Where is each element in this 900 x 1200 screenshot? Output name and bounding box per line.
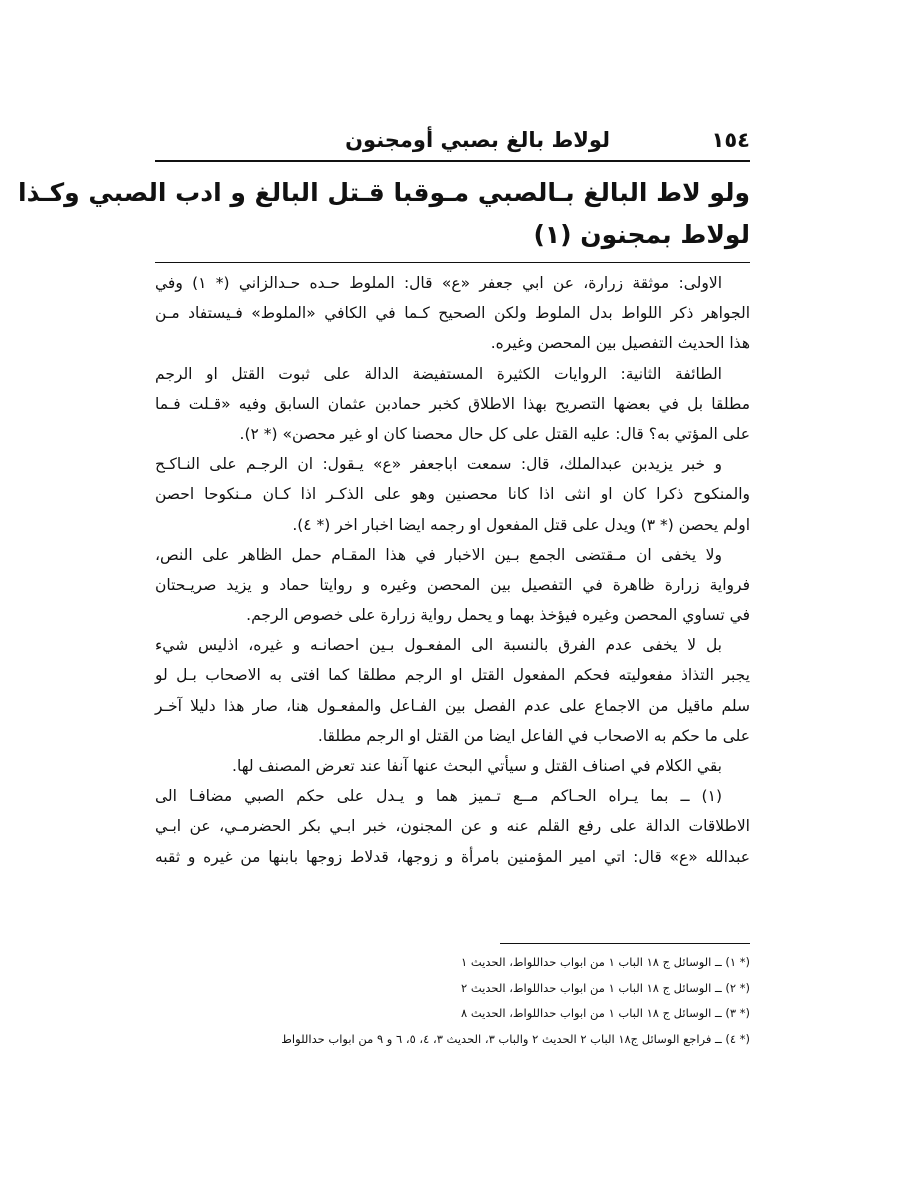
commentary-line: بقي الكلام في اصناف القتل و سيأتي البحث عنها آنفا عند تعرض المصنف لها.: [232, 757, 722, 775]
footnote: (* ٤) ــ فراجع الوسائل ج١٨ الباب ٢ الحديث ٢ والباب ٣، الحديث ٣، ٤، ٥، ٦ و ٩ من ابواب حداللواط: [281, 1031, 750, 1046]
commentary-line: والمنكوح ذكرا كان او انثى اذا كانا محصنين وهو على الذكـر اذا كـان مـنكوحا احصن: [155, 485, 750, 504]
commentary-line: و خبر يزيدبن عبدالملك، قال: سمعت اباجعفر «ع» يـقول: ان الرجـم على النـاكـح: [155, 455, 722, 474]
footnote-rule: [500, 943, 750, 944]
footnote: (* ١) ــ الوسائل ج ١٨ الباب ١ من ابواب حداللواط، الحديث ١: [461, 955, 750, 969]
commentary-line: يجبر التذاذ مفعوليته فحكم المفعول القتل او الرجم مطلقا كما افتى به الاصحاب بـل لو: [155, 666, 750, 685]
commentary-line: هذا الحديث التفصيل بين المحصن وغيره.: [490, 334, 750, 353]
footnotes: [155, 950, 750, 1052]
commentary-line: اولم يحصن (* ٣) ويدل على قتل المفعول او رجمه ايضا اخبار اخر (* ٤).: [292, 515, 750, 534]
main-text-line: لولاط بمجنون (١): [533, 220, 750, 249]
commentary-line: في تساوي المحصن وغيره فيؤخذ بهما و يحمل رواية زرارة على خصوص الرجم.: [246, 606, 750, 625]
footnote: (* ٢) ــ الوسائل ج ١٨ الباب ١ من ابواب حداللواط، الحديث ٢: [461, 980, 750, 995]
commentary-line: مطلقا بل في بعضها التصريح بهذا الاطلاق كخبر حمادبن عثمان السابق وفيه «قـلت فـما: [155, 394, 750, 413]
header-rule: [155, 160, 750, 162]
main-text-line: ولو لاط البالغ بـالصبي مـوقبا قـتل البالغ و ادب الصبي وكـذا: [18, 178, 750, 207]
running-header: [155, 126, 750, 160]
section-rule: [155, 262, 750, 263]
commentary-line: ولا يخفى ان مـقتضى الجمع بـين الاخبار في هذا المقـام حمل الظاهر على النص،: [155, 545, 722, 564]
main-text: [18, 172, 750, 256]
commentary-line: فرواية زرارة ظاهرة في التفصيل بين المحصن وغيره و روايتا حماد و يزيد صريـحتان: [155, 575, 750, 594]
header-title: لولاط بالغ بصبي أومجنون: [345, 128, 610, 152]
commentary-text: [155, 268, 750, 872]
commentary-line: على ما حكم به الاصحاب في الفاعل ايضا من القتل او الرجم مطلقا.: [317, 726, 750, 745]
commentary-line: بل لا يخفى عدم الفرق بالنسبة الى المفعـول بـين احصانـه و غيره، اذليس شيء: [155, 636, 722, 655]
commentary-line: على المؤتي به؟ قال: عليه القتل على كل حال محصنا كان او غير محصن» (* ٢).: [239, 424, 750, 443]
commentary-line: (١) ــ بما يـراه الحـاكم مــع تـميز هما و يـدل على حكم الصبي مضافـا الى: [155, 787, 722, 806]
commentary-line: الاطلاقات الدالة على رفع القلم عنه و عن المجنون، خبر ابـي بكر الحضرمـي، عن ابـي: [155, 817, 750, 836]
commentary-line: الجواهر ذكر اللواط بدل الملوط ولكن الصحيح كـما في الكافي «الملوط» فـيستفاد مـن: [155, 304, 750, 323]
page-number: ١٥٤: [711, 128, 750, 152]
commentary-line: سلم ماقيل من الاجماع على عدم الفصل بين الفـاعل والمفعـول هنا، صار هذا دليلا آخـر: [155, 696, 750, 715]
commentary-line: عبدالله «ع» قال: اتي امير المؤمنين بامرأة و زوجها، قدلاط زوجها بابنها من غيره و ثقبه: [155, 847, 750, 866]
footnote: (* ٣) ــ الوسائل ج ١٨ الباب ١ من ابواب حداللواط، الحديث ٨: [461, 1006, 750, 1020]
commentary-line: الطائفة الثانية: الروايات الكثيرة المستفيضة الدالة على ثبوت القتل او الرجم: [155, 364, 722, 383]
commentary-line: الاولى: موثقة زرارة، عن ابي جعفر «ع» قال: الملوط حـده حـدالزاني (* ١) وفي: [155, 274, 722, 292]
